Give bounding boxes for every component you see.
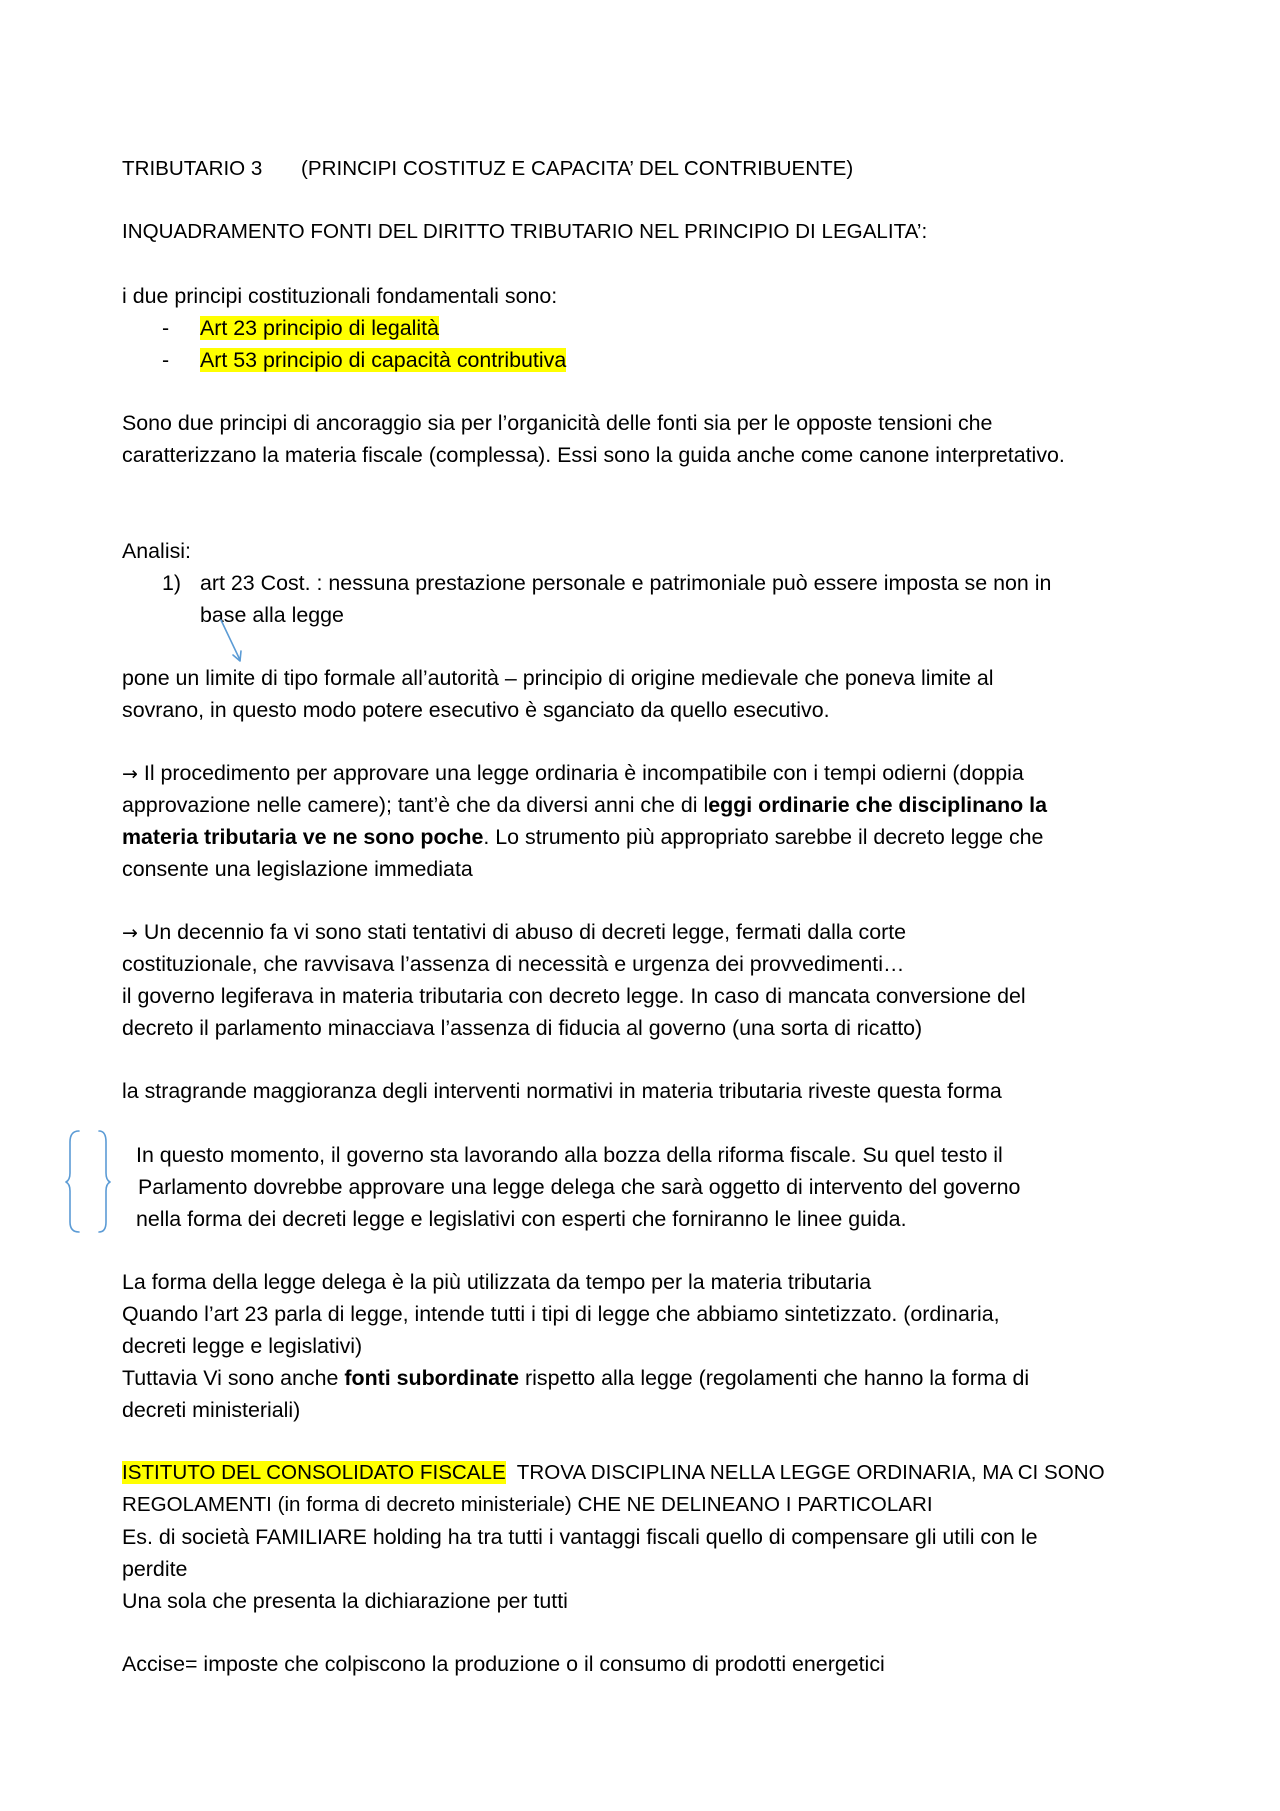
paragraph-line: REGOLAMENTI (in forma di decreto ministeriale) CHE NE DELINEANO I PARTICOLARI [122, 1493, 933, 1516]
paragraph-line: La forma della legge delega è la più utilizzata da tempo per la materia tributaria [122, 1270, 872, 1294]
analysis-label: Analisi: [122, 539, 191, 563]
bullet-marker: - [162, 316, 170, 340]
bracketed-paragraph-line: In questo momento, il governo sta lavorando alla bozza della riforma fiscale. Su quel testo il [136, 1143, 1003, 1167]
paragraph-line: decreto il parlamento minacciava l’assenza di fiducia al governo (una sorta di ricatto) [122, 1016, 923, 1040]
paragraph-line: consente una legislazione immediata [122, 857, 473, 881]
text-run: approvazione nelle camere); tant’è che da diversi anni che di l [122, 793, 709, 817]
paragraph-line: Sono due principi di ancoraggio sia per l’organicità delle fonti sia per le opposte tensioni che [122, 411, 993, 435]
bracketed-paragraph-line: nella forma dei decreti legge e legislativi con esperti che forniranno le linee guida. [136, 1207, 907, 1231]
text-run: rispetto alla legge (regolamenti che hanno la forma di [519, 1366, 1030, 1390]
highlighted-text: ISTITUTO DEL CONSOLIDATO FISCALE [122, 1461, 506, 1484]
text-run: . Lo strumento più appropriato sarebbe il decreto legge che [483, 825, 1044, 849]
paragraph-line: decreti ministeriali) [122, 1398, 301, 1422]
title-right: (PRINCIPI COSTITUZ E CAPACITA’ DEL CONTRIBUENTE) [301, 157, 854, 180]
paragraph-line: caratterizzano la materia fiscale (complessa). Essi sono la guida anche come canone interpretativo. [122, 443, 1065, 467]
bold-text: eggi ordinarie che disciplinano la [708, 793, 1047, 817]
highlighted-text: Art 23 principio di legalità [200, 316, 439, 340]
arrow-right-icon: → [122, 763, 138, 785]
paragraph-line: decreti legge e legislativi) [122, 1334, 363, 1358]
right-bracket-icon [99, 1131, 110, 1232]
paragraph-line: costituzionale, che ravvisava l’assenza di necessità e urgenza dei provvedimenti… [122, 952, 905, 976]
bold-text: fonti subordinate [344, 1366, 520, 1390]
numbered-item-line: base alla legge [200, 603, 344, 627]
text-run: TROVA DISCIPLINA NELLA LEGGE ORDINARIA, MA CI SONO [505, 1461, 1105, 1484]
numbered-marker: 1) [162, 571, 182, 595]
paragraph-line: Una sola che presenta la dichiarazione per tutti [122, 1589, 568, 1613]
left-bracket-icon [66, 1131, 79, 1232]
text-run: Tuttavia Vi sono anche [122, 1366, 345, 1390]
paragraph-line: il governo legiferava in materia tributaria con decreto legge. In caso di mancata conversione del [122, 984, 1026, 1008]
paragraph-line: Accise= imposte che colpiscono la produzione o il consumo di prodotti energetici [122, 1652, 885, 1676]
annotation-arrow-icon [221, 620, 240, 660]
bracketed-paragraph-line: Parlamento dovrebbe approvare una legge delega che sarà oggetto di intervento del governo [138, 1175, 1021, 1199]
bullet-marker: - [162, 348, 170, 372]
paragraph-line: sovrano, in questo modo potere esecutivo è sganciato da quello esecutivo. [122, 698, 830, 722]
title-left: TRIBUTARIO 3 [122, 157, 263, 180]
section-heading: INQUADRAMENTO FONTI DEL DIRITTO TRIBUTARIO NEL PRINCIPIO DI LEGALITA’: [122, 220, 928, 243]
highlighted-text: Art 53 principio di capacità contributiva [200, 348, 567, 372]
paragraph-line: pone un limite di tipo formale all’autorità – principio di origine medievale che poneva limite al [122, 666, 994, 690]
intro-text: i due principi costituzionali fondamentali sono: [122, 284, 558, 308]
paragraph-line: Quando l’art 23 parla di legge, intende tutti i tipi di legge che abbiamo sintetizzato. (ordinaria, [122, 1302, 1000, 1326]
paragraph-line: perdite [122, 1557, 188, 1581]
paragraph-line: la stragrande maggioranza degli interventi normativi in materia tributaria riveste questa forma [122, 1079, 1002, 1103]
numbered-item-line: art 23 Cost. : nessuna prestazione personale e patrimoniale può essere imposta se non in [200, 571, 1052, 595]
bold-text: materia tributaria ve ne sono poche [122, 825, 484, 849]
text-run: Un decennio fa vi sono stati tentativi di abuso di decreti legge, fermati dalla corte [143, 920, 907, 944]
text-run: Il procedimento per approvare una legge ordinaria è incompatibile con i tempi odierni (doppia [143, 761, 1024, 785]
arrow-right-icon: → [122, 922, 138, 944]
paragraph-line: Es. di società FAMILIARE holding ha tra tutti i vantaggi fiscali quello di compensare gli utili con le [122, 1525, 1038, 1549]
